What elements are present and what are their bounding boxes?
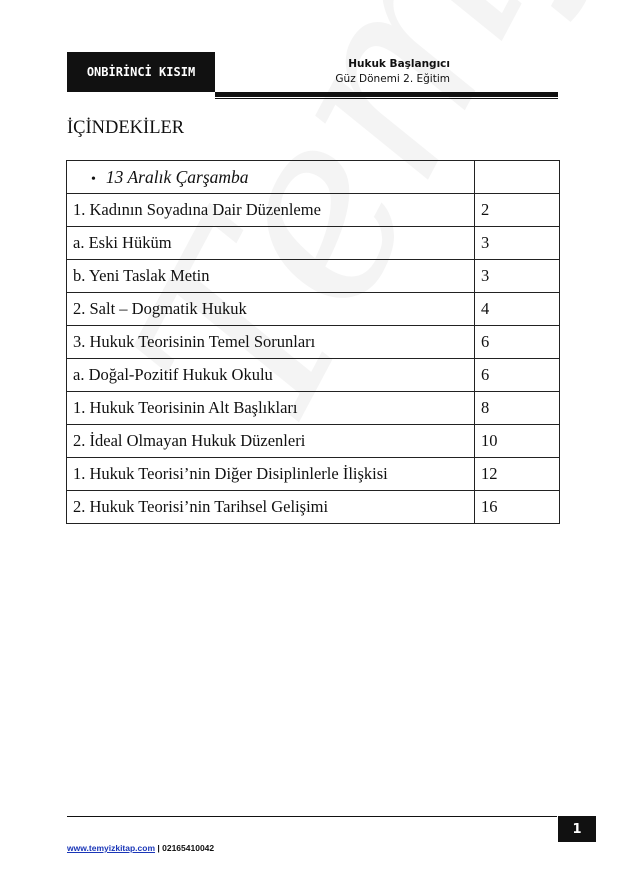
toc-entry-page: 3 <box>475 260 560 293</box>
toc-row <box>67 194 560 227</box>
toc-row <box>67 491 560 524</box>
toc-row <box>67 326 560 359</box>
phone-number: 02165410042 <box>162 843 215 853</box>
toc-entry-title: 2. Salt – Dogmatik Hukuk <box>67 293 475 326</box>
header-rule-thin <box>215 98 558 99</box>
toc-row <box>67 293 560 326</box>
part-label-badge: ONBİRİNCİ KISIM <box>67 52 215 92</box>
toc-entry-page: 6 <box>475 359 560 392</box>
bullet-icon: • <box>91 171 96 187</box>
footer-rule <box>67 816 557 817</box>
toc-entry-title: 1. Hukuk Teorisi’nin Diğer Disiplinlerle İlişkisi <box>67 458 475 491</box>
footer-contact <box>67 843 214 853</box>
page-number-badge: 1 <box>558 816 596 842</box>
toc-entry-title: 1. Hukuk Teorisinin Alt Başlıkları <box>67 392 475 425</box>
toc-entry-title: a. Eski Hüküm <box>67 227 475 260</box>
toc-entry-title: 1. Kadının Soyadına Dair Düzenleme <box>67 194 475 227</box>
toc-entry-page: 16 <box>475 491 560 524</box>
toc-entry-page: 12 <box>475 458 560 491</box>
toc-date-heading: 13 Aralık Çarşamba <box>105 166 249 187</box>
toc-row <box>67 260 560 293</box>
toc-row <box>67 458 560 491</box>
toc-date-row <box>67 161 560 194</box>
toc-entry-page: 6 <box>475 326 560 359</box>
toc-entry-title: 2. İdeal Olmayan Hukuk Düzenleri <box>67 425 475 458</box>
website-link[interactable]: www.temyizkitap.com <box>67 843 156 853</box>
course-subtitle: Güz Dönemi 2. Eğitim <box>335 73 450 85</box>
toc-row <box>67 359 560 392</box>
toc-entry-title: a. Doğal-Pozitif Hukuk Okulu <box>67 359 475 392</box>
toc-entry-page: 8 <box>475 392 560 425</box>
toc-date-page-cell <box>475 161 560 194</box>
toc-entry-page: 3 <box>475 227 560 260</box>
header-rule <box>215 92 558 97</box>
toc-table <box>66 160 560 524</box>
toc-entry-page: 2 <box>475 194 560 227</box>
toc-heading: İÇİNDEKİLER <box>67 118 185 138</box>
toc-entry-page: 4 <box>475 293 560 326</box>
footer-separator: | <box>155 843 163 853</box>
toc-row <box>67 227 560 260</box>
toc-entry-page: 10 <box>475 425 560 458</box>
toc-row <box>67 425 560 458</box>
toc-entry-title: 3. Hukuk Teorisinin Temel Sorunları <box>67 326 475 359</box>
toc-entry-title: b. Yeni Taslak Metin <box>67 260 475 293</box>
toc-entry-title: 2. Hukuk Teorisi’nin Tarihsel Gelişimi <box>67 491 475 524</box>
toc-date-cell <box>67 161 475 194</box>
course-title: Hukuk Başlangıcı <box>348 58 450 70</box>
toc-row <box>67 392 560 425</box>
